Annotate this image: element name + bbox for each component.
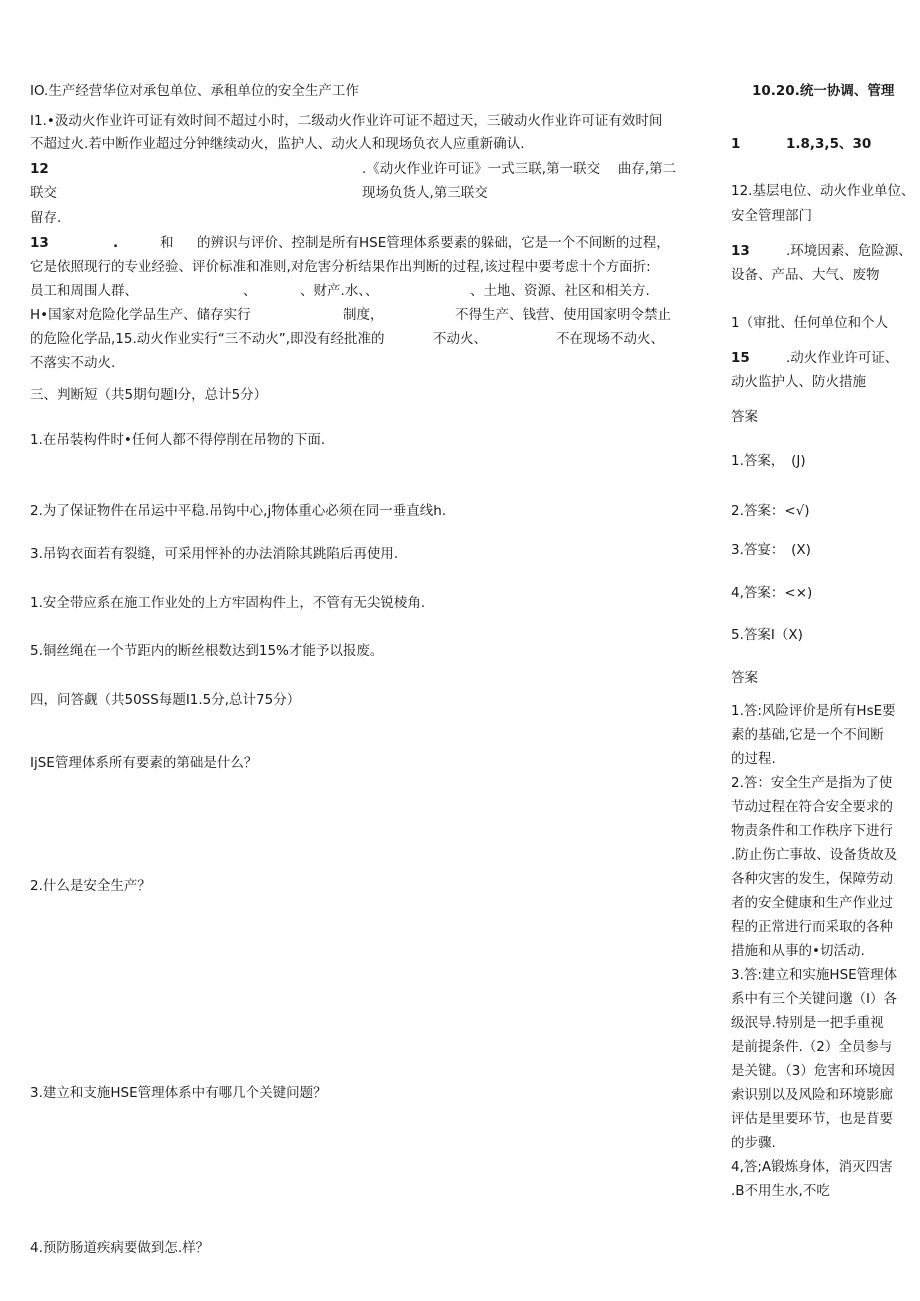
qa-question-4: 4.预防肠道疾病要做到怎.样？ [30, 1240, 210, 1256]
question-14-line1b: 制度， [343, 307, 384, 323]
judgment-answer-2: 2.答案：<√) [731, 503, 810, 519]
question-14-line2c: 不在现场不动火、 [556, 331, 664, 347]
question-12-line2a: 联交 [30, 185, 57, 201]
qa-answer-line: 各种灾害的发生，保障劳动 [731, 871, 893, 887]
answer-13-number: 13 [731, 243, 750, 259]
answer-10: 10.20.统一协调、管理 [752, 83, 895, 99]
judgment-answer-3: 3.答宴： (X) [731, 542, 811, 558]
question-14-line1a: H•国家对危险化学品生产、储存实行 [30, 307, 251, 323]
answer-14: 1（审批、任何单位和个人 [731, 315, 889, 331]
answer-15-line1: .动火作业许可证、 [786, 350, 899, 366]
answer-11-number: 1 [731, 136, 741, 152]
judgment-answer-5: 5.答案I（X) [731, 627, 803, 643]
question-13-line3a: 员工和周围人群、 [30, 283, 138, 299]
section-3-heading: 三、判断短（共5期句题I分，总计5分） [30, 387, 268, 403]
judgment-answer-4: 4,答案：<×) [731, 585, 813, 601]
question-13-number: 13 [30, 235, 49, 251]
question-14-line2a: 的危险化学品,15.动火作业实行“三不动火”,即没有经批准的 [30, 331, 385, 347]
qa-question-2: 2.什么是安全生产？ [30, 878, 151, 894]
question-10: IO.生产经营华位对承包单位、承租单位的安全生产工作 [30, 83, 359, 99]
answer-15-line2: 动火监护人、防火措施 [731, 374, 866, 390]
judgment-1: 1.在吊装构件时•任何人都不得停削在吊物的下面. [30, 432, 326, 448]
judgment-4: 1.安全带应系在施工作业处的上方牢固构件上，不管有无尖锐棱角. [30, 595, 426, 611]
qa-answer-line: 的步骤. [731, 1135, 776, 1151]
qa-answer-line: 素的基础,它是一个不间断 [731, 727, 884, 743]
qa-question-3: 3.建立和支施HSE管理体系中有哪几个关键问题？ [30, 1085, 327, 1101]
qa-answer-line: 是关键。（3）危害和环境因 [731, 1063, 895, 1079]
judgment-2: 2.为了保证物件在吊运中平稳.吊钩中心,j物体重心必须在同一垂直线h. [30, 503, 447, 519]
qa-answer-line: 系中有三个关键问邈（I）各 [731, 991, 897, 1007]
question-13-and: 和 [160, 235, 174, 251]
qa-answer-line: 4,答;A锻炼身体，消灭四害 [731, 1159, 893, 1175]
question-12-line3: 留存. [30, 210, 62, 226]
question-13-dot: . [113, 235, 119, 251]
qa-answer-line: .B不用生水,不吃 [731, 1183, 830, 1199]
answer-13-line1: .环境因素、危险源、 [786, 243, 912, 259]
qa-answer-line: 程的正常进行而采取的各种 [731, 919, 893, 935]
answer-15-number: 15 [731, 350, 750, 366]
judgment-5: 5.铜丝绳在一个节距内的断丝根数达到15%才能予以报废。 [30, 643, 384, 659]
answer-11: 1.8,3,5、30 [786, 136, 872, 152]
question-12-line2b: 现场负货人,第三联交 [362, 185, 488, 201]
qa-answer-line: 级泯导.特别是一把手重视 [731, 1015, 884, 1031]
qa-answer-line: 3.答:建立和实施HSE管理体 [731, 967, 898, 983]
qa-answer-line: .防止伤亡事故、设备货故及 [731, 847, 898, 863]
answers-heading-qa: 答案 [731, 670, 758, 686]
qa-answer-line: 1.答:风险评价是所有HsE要 [731, 703, 896, 719]
qa-answer-line: 2.答：安全生产是指为了使 [731, 775, 893, 791]
question-14-line2b: 不动火、 [433, 331, 487, 347]
qa-answer-line: 评估是里要环节，也是苜要 [731, 1111, 893, 1127]
qa-answer-line: 的过程. [731, 751, 776, 767]
qa-answers-block [731, 699, 916, 1203]
qa-answer-line: 物责条件和工作秩序下进行 [731, 823, 893, 839]
question-13-line2: 它是依照现行的专业经验、评价标准和准则,对危害分析结果作出判断的过程,该过程中要考虑十个方面折: [30, 259, 651, 275]
qa-answer-line: 者的安全健康和生产作业过 [731, 895, 893, 911]
judgment-3: 3.吊钩衣面若有裂缝，可采用怦补的办法消除其跳陷后再使用. [30, 546, 399, 562]
question-14-line1c: 不得生产、钱营、使用国家明令禁止 [455, 307, 671, 323]
qa-answer-line: 节动过程在符合安全要求的 [731, 799, 893, 815]
question-14-line3: 不落实不动火. [30, 355, 116, 371]
question-13-line3c: 、财产.水、、 [300, 283, 379, 299]
qa-answer-line: 是前提条件.（2）全员参与 [731, 1039, 893, 1055]
qa-question-1: IjSE管理体系所有要素的第础是什么？ [30, 755, 258, 771]
qa-answer-line: 措施和从事的•切活动. [731, 943, 865, 959]
qa-answer-line: 索识别以及风险和环境影廊 [731, 1087, 893, 1103]
answer-13-line2: 设备、产品、大气、废物 [731, 267, 880, 283]
judgment-answer-1: 1.答案， (J) [731, 453, 806, 469]
answers-heading-judgment: 答案 [731, 409, 758, 425]
section-4-heading: 四，问答觑（共50SS每题I1.5分,总计75分） [30, 692, 301, 708]
question-12-number: 12 [30, 161, 49, 177]
question-13-line1: 的辨识与评价、控制是所有HSE管理体系要素的躲础，它是一个不间断的过程， [197, 235, 670, 251]
question-11-line1: I1.•汲动火作业许可证有效时间不超过小时，二级动火作业许可证不超过天，三破动火作业许可证有效时间 [30, 113, 663, 129]
answer-12-line1: 12.基层电位、动火作业单位、 [731, 183, 915, 199]
question-12-line1: .《动火作业许可证》一式三联,第一联交 曲存,第二 [362, 161, 677, 177]
question-13-line3d: 、土地、资源、社区和相关方. [470, 283, 650, 299]
answer-12-line2: 安全管理部门 [731, 208, 812, 224]
question-13-line3b: 、 [243, 283, 257, 299]
question-11-line2: 不超过火.若中断作业超过分钟继续动火，监护人、动火人和现场负衣人应重新确认. [30, 136, 525, 152]
